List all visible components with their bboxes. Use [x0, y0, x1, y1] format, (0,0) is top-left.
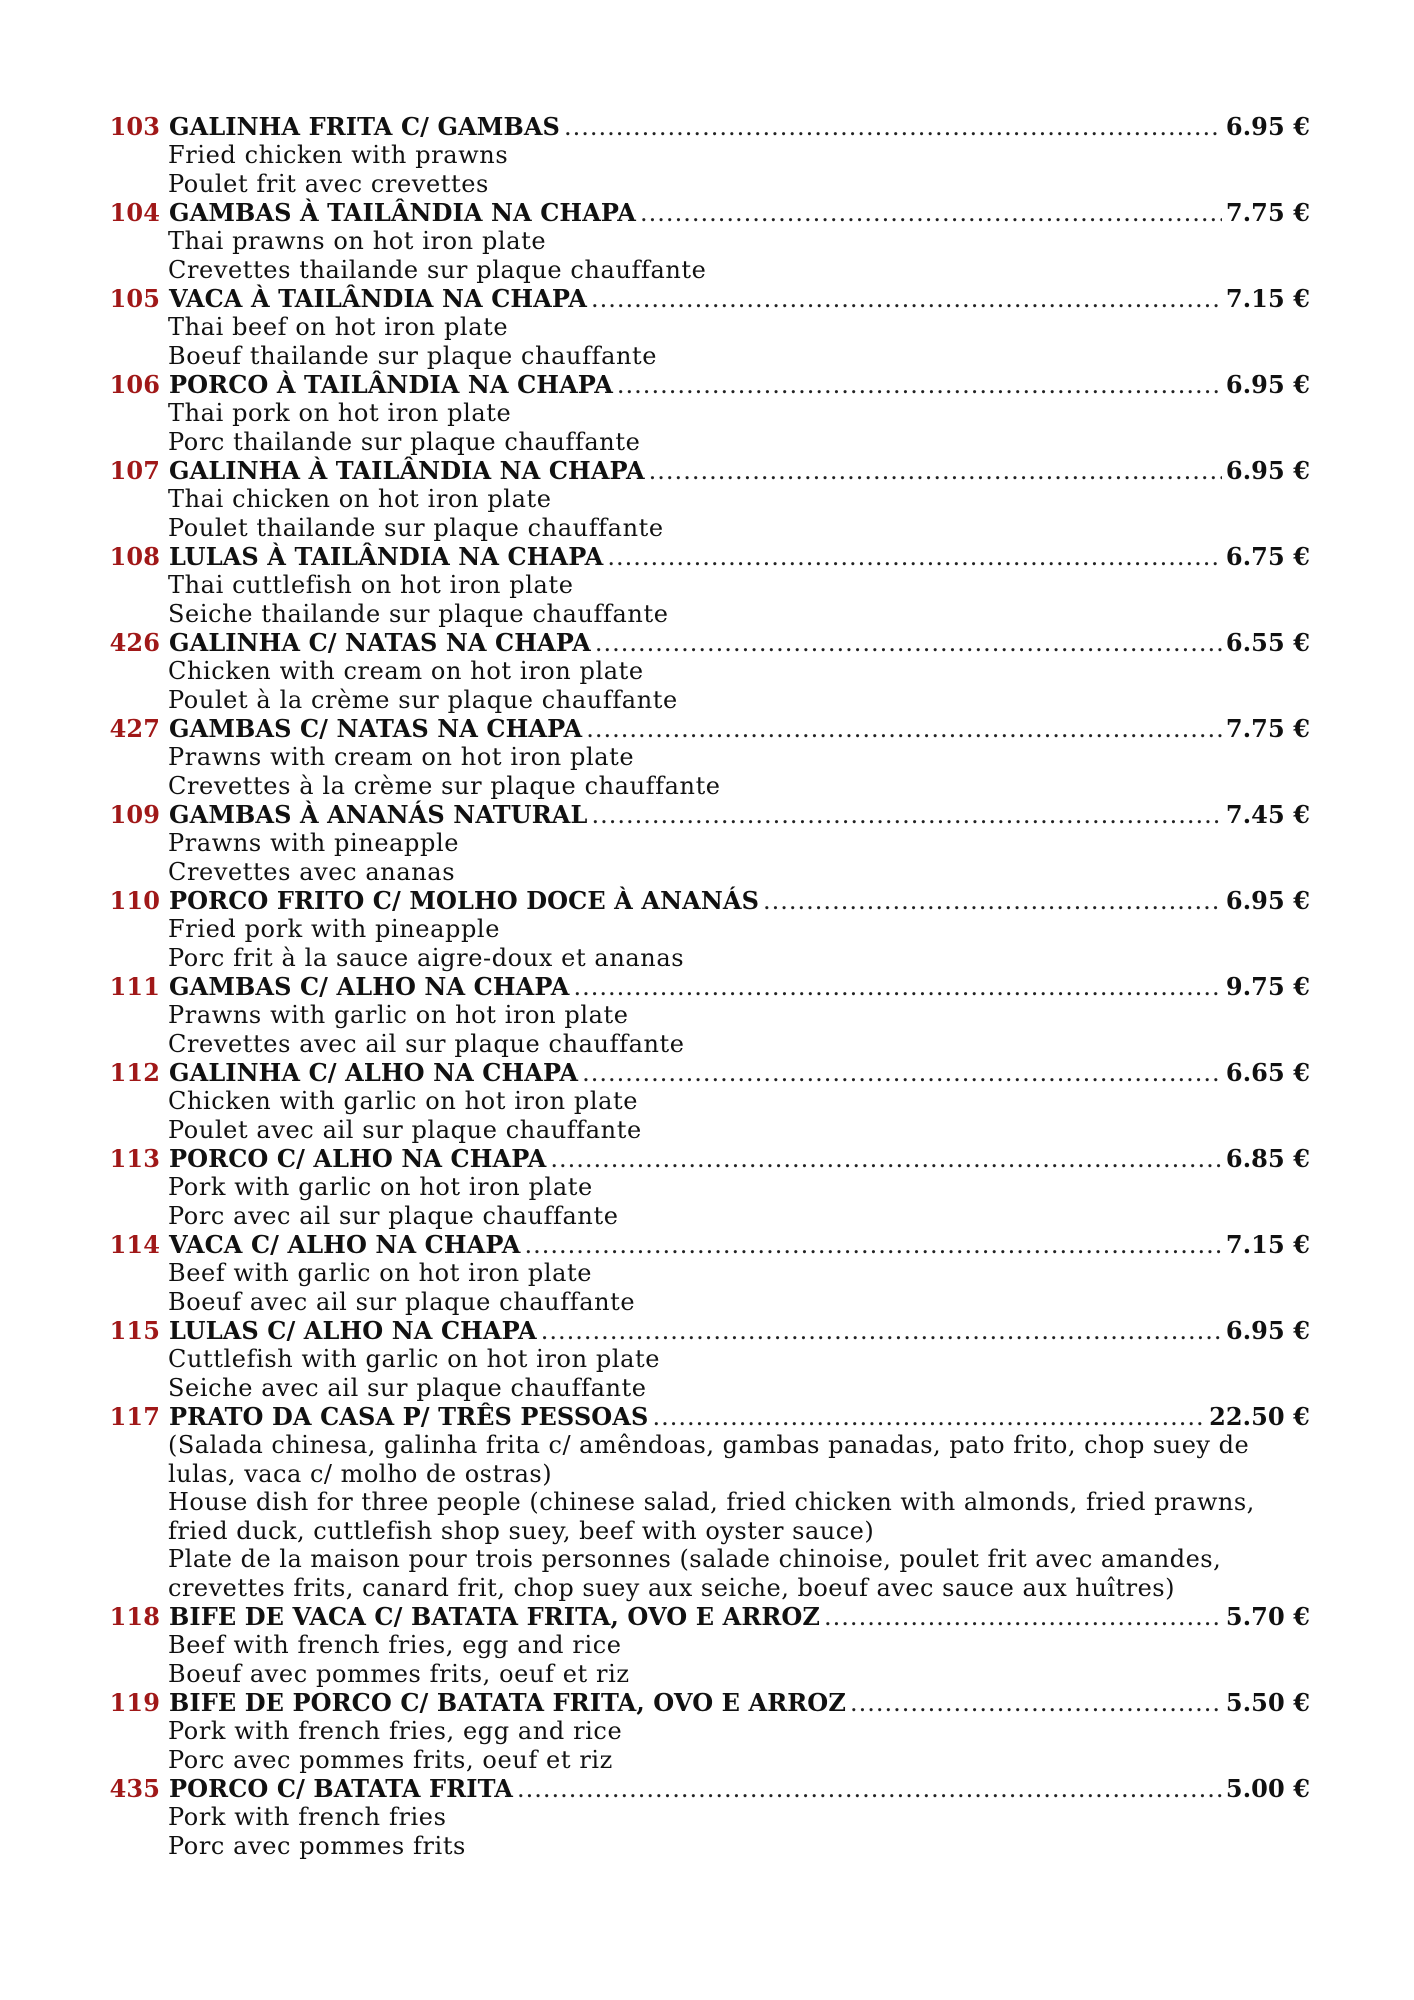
item-description-fr: Plate de la maison pour trois personnes (salade chinoise, poulet frit avec amandes, crevettes frits, canard frit, chop suey aux seiche, boeuf avec sauce aux huîtres)	[168, 1545, 1222, 1602]
dot-leader	[591, 801, 1221, 830]
item-number: 427	[109, 714, 160, 743]
dot-leader	[824, 1603, 1222, 1632]
item-name: PORCO À TAILÂNDIA NA CHAPA	[169, 370, 613, 399]
dot-leader	[652, 1403, 1205, 1432]
dot-leader	[850, 1689, 1222, 1718]
item-price: 6.75 €	[1225, 542, 1310, 571]
item-header	[100, 198, 1310, 227]
dot-leader	[649, 457, 1222, 486]
item-number: 114	[109, 1230, 160, 1259]
item-description-fr: Crevettes avec ananas	[168, 857, 456, 886]
menu-item	[100, 886, 1310, 972]
item-price: 7.75 €	[1225, 714, 1310, 743]
item-header	[100, 972, 1310, 1001]
item-number: 117	[109, 1402, 160, 1431]
item-description-fr: Poulet à la crème sur plaque chauffante	[168, 685, 678, 714]
item-price: 6.95 €	[1225, 370, 1310, 399]
item-header	[100, 1774, 1310, 1803]
item-name: GALINHA C/ NATAS NA CHAPA	[169, 628, 591, 657]
item-description-en: Prawns with cream on hot iron plate	[168, 743, 635, 771]
item-number: 118	[109, 1602, 160, 1631]
menu-item	[100, 714, 1310, 800]
item-name: GALINHA À TAILÂNDIA NA CHAPA	[169, 456, 645, 485]
item-description-en: Fried chicken with prawns	[168, 141, 509, 169]
item-price: 5.00 €	[1225, 1774, 1310, 1803]
item-number: 105	[109, 284, 160, 313]
item-number: 119	[109, 1688, 160, 1717]
item-header	[100, 284, 1310, 313]
item-name: VACA C/ ALHO NA CHAPA	[169, 1230, 521, 1259]
item-header	[100, 1230, 1310, 1259]
menu-item	[100, 1688, 1310, 1774]
item-description-fr: Boeuf avec pommes frits, oeuf et riz	[168, 1659, 630, 1688]
item-name: PORCO C/ ALHO NA CHAPA	[169, 1144, 547, 1173]
item-name: GALINHA FRITA C/ GAMBAS	[169, 112, 560, 141]
item-price: 6.85 €	[1225, 1144, 1310, 1173]
menu-item-special	[100, 1402, 1310, 1602]
item-description-en: Pork with french fries, egg and rice	[168, 1717, 623, 1745]
item-description-fr: Porc avec pommes frits, oeuf et riz	[168, 1745, 613, 1774]
item-name: GAMBAS À TAILÂNDIA NA CHAPA	[169, 198, 637, 227]
item-description-en: Thai chicken on hot iron plate	[168, 485, 552, 513]
menu-item	[100, 456, 1310, 542]
item-name: PORCO FRITO C/ MOLHO DOCE À ANANÁS	[169, 886, 760, 915]
item-description-en: Prawns with garlic on hot iron plate	[168, 1001, 629, 1029]
item-price: 7.45 €	[1225, 800, 1310, 829]
item-price: 6.95 €	[1225, 112, 1310, 141]
item-description-en: Prawns with pineapple	[168, 829, 460, 857]
item-header	[100, 1058, 1310, 1087]
item-description-en: Chicken with cream on hot iron plate	[168, 657, 644, 685]
item-description-fr: Poulet thailande sur plaque chauffante	[168, 513, 664, 542]
item-header	[100, 1602, 1310, 1631]
item-name: PORCO C/ BATATA FRITA	[169, 1774, 513, 1803]
item-description-en: Beef with french fries, egg and rice	[168, 1631, 622, 1659]
item-price: 7.15 €	[1225, 284, 1310, 313]
item-price: 6.95 €	[1225, 456, 1310, 485]
item-description-en: Cuttlefish with garlic on hot iron plate	[168, 1345, 661, 1373]
item-description-fr: Crevettes thailande sur plaque chauffante	[168, 255, 707, 284]
dot-leader	[763, 887, 1222, 916]
item-name: BIFE DE VACA C/ BATATA FRITA, OVO E ARROZ	[169, 1602, 821, 1631]
item-number: 115	[109, 1316, 160, 1345]
item-header	[100, 800, 1310, 829]
item-number: 107	[109, 456, 160, 485]
item-number: 435	[109, 1774, 160, 1803]
menu-item	[100, 800, 1310, 886]
item-description-en: Beef with garlic on hot iron plate	[168, 1259, 593, 1287]
item-header	[100, 1144, 1310, 1173]
menu-page	[100, 112, 1310, 1860]
item-price: 5.70 €	[1225, 1602, 1310, 1631]
item-name: PRATO DA CASA P/ TRÊS PESSOAS	[169, 1402, 649, 1431]
item-header	[100, 112, 1310, 141]
item-price: 22.50 €	[1209, 1402, 1310, 1431]
item-number: 104	[109, 198, 160, 227]
item-number: 106	[109, 370, 160, 399]
item-header	[100, 1316, 1310, 1345]
item-price: 5.50 €	[1225, 1688, 1310, 1717]
item-header	[100, 886, 1310, 915]
dot-leader	[517, 1775, 1222, 1804]
item-header	[100, 456, 1310, 485]
item-description-fr: Poulet frit avec crevettes	[168, 169, 489, 198]
item-description-fr: Crevettes à la crème sur plaque chauffante	[168, 771, 721, 800]
item-description-fr: Boeuf avec ail sur plaque chauffante	[168, 1287, 636, 1316]
dot-leader	[586, 715, 1222, 744]
item-name: VACA À TAILÂNDIA NA CHAPA	[169, 284, 588, 313]
item-number: 103	[109, 112, 160, 141]
menu-item	[100, 112, 1310, 198]
dot-leader	[591, 285, 1222, 314]
item-price: 6.95 €	[1225, 886, 1310, 915]
item-price: 9.75 €	[1225, 972, 1310, 1001]
item-description-en: Thai beef on hot iron plate	[168, 313, 509, 341]
item-name: LULAS C/ ALHO NA CHAPA	[169, 1316, 537, 1345]
dot-leader	[573, 973, 1221, 1002]
dot-leader	[582, 1059, 1222, 1088]
item-description-en: Pork with garlic on hot iron plate	[168, 1173, 593, 1201]
menu-item	[100, 542, 1310, 628]
menu-item	[100, 1058, 1310, 1144]
dot-leader	[595, 629, 1222, 658]
item-description-fr: Crevettes avec ail sur plaque chauffante	[168, 1029, 685, 1058]
item-price: 6.55 €	[1225, 628, 1310, 657]
item-header	[100, 628, 1310, 657]
dot-leader	[564, 113, 1222, 142]
item-name: GALINHA C/ ALHO NA CHAPA	[169, 1058, 579, 1087]
item-description-en: Fried pork with pineapple	[168, 915, 501, 943]
item-description-fr: Poulet avec ail sur plaque chauffante	[168, 1115, 642, 1144]
item-number: 111	[109, 972, 160, 1001]
dot-leader	[617, 371, 1222, 400]
item-number: 108	[109, 542, 160, 571]
item-price: 6.95 €	[1225, 1316, 1310, 1345]
menu-item	[100, 1230, 1310, 1316]
menu-item	[100, 972, 1310, 1058]
item-description-fr: Porc thailande sur plaque chauffante	[168, 427, 641, 456]
item-name: GAMBAS C/ NATAS NA CHAPA	[169, 714, 583, 743]
item-price: 7.75 €	[1225, 198, 1310, 227]
item-name: BIFE DE PORCO C/ BATATA FRITA, OVO E ARROZ	[169, 1688, 846, 1717]
menu-item	[100, 198, 1310, 284]
dot-leader	[541, 1317, 1222, 1346]
menu-item	[100, 1774, 1310, 1860]
item-number: 112	[109, 1058, 160, 1087]
item-name: LULAS À TAILÂNDIA NA CHAPA	[169, 542, 604, 571]
menu-item	[100, 628, 1310, 714]
item-header	[100, 1688, 1310, 1717]
item-description-en: Thai pork on hot iron plate	[168, 399, 512, 427]
item-description-en: Pork with french fries	[168, 1803, 447, 1831]
item-description-en: Chicken with garlic on hot iron plate	[168, 1087, 639, 1115]
item-description-en: Thai cuttlefish on hot iron plate	[168, 571, 574, 599]
item-header	[100, 542, 1310, 571]
dot-leader	[550, 1145, 1222, 1174]
item-number: 109	[109, 800, 160, 829]
item-header	[100, 714, 1310, 743]
item-number: 110	[109, 886, 160, 915]
dot-leader	[524, 1231, 1221, 1260]
menu-item	[100, 1144, 1310, 1230]
item-price: 7.15 €	[1225, 1230, 1310, 1259]
item-description-en: House dish for three people (chinese salad, fried chicken with almonds, fried prawns, fried duck, cuttlefish shop suey, beef with oyster sauce)	[168, 1488, 1255, 1545]
item-number: 426	[109, 628, 160, 657]
menu-item	[100, 284, 1310, 370]
item-name: GAMBAS C/ ALHO NA CHAPA	[169, 972, 570, 1001]
item-description-fr: Porc frit à la sauce aigre-doux et ananas	[168, 943, 685, 972]
item-header	[100, 370, 1310, 399]
item-description-fr: Seiche avec ail sur plaque chauffante	[168, 1373, 647, 1402]
dot-leader	[640, 199, 1222, 228]
item-description-fr: Porc avec pommes frits	[168, 1831, 466, 1860]
item-description-fr: Porc avec ail sur plaque chauffante	[168, 1201, 619, 1230]
item-price: 6.65 €	[1225, 1058, 1310, 1087]
dot-leader	[607, 543, 1222, 572]
item-description-fr: Boeuf thailande sur plaque chauffante	[168, 341, 658, 370]
item-number: 113	[109, 1144, 160, 1173]
item-description-en: Thai prawns on hot iron plate	[168, 227, 547, 255]
item-header	[100, 1402, 1310, 1431]
item-description-fr: Seiche thailande sur plaque chauffante	[168, 599, 669, 628]
menu-item	[100, 370, 1310, 456]
item-description-pt: (Salada chinesa, galinha frita c/ amêndoas, gambas panadas, pato frito, chop suey de lulas, vaca c/ molho de ostras)	[168, 1431, 1250, 1488]
item-name: GAMBAS À ANANÁS NATURAL	[169, 800, 588, 829]
menu-item	[100, 1602, 1310, 1688]
menu-item	[100, 1316, 1310, 1402]
